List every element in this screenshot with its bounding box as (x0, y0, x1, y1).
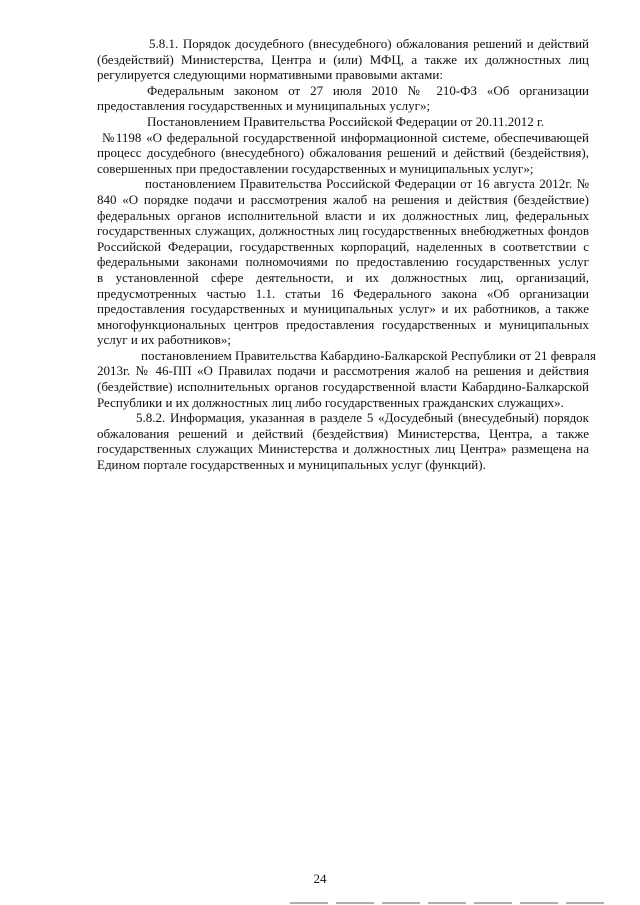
document-line: №1198 «О федеральной государственной информационной системе, обеспечивающей (102, 129, 589, 145)
document-line: 2013г. № 46-ПП «О Правилах подачи и рассмотрения жалоб на решения и действия (97, 363, 589, 379)
document-line: в установленной сфере деятельности, и их должностных лиц, организаций, (97, 269, 589, 285)
document-line: постановлением Правительства Кабардино-Балкарской Республики от 21 февраля (141, 347, 596, 363)
document-line: (бездействие) исполнительных органов государственной власти Кабардино-Балкарской (97, 379, 589, 395)
document-line: обжалования решений и действий (бездействия) Министерства, Центра, а также (97, 425, 589, 441)
document-line: постановлением Правительства Российской Федерации от 16 августа 2012г. № (145, 176, 589, 192)
document-line: предусмотренных частью 1.1. статьи 16 Федерального закона «Об организации (97, 285, 589, 301)
document-line: (бездействий) Министерства, Центра и (или) МФЦ, а также их должностных лиц (97, 51, 589, 67)
document-line: государственных служащих Министерства и должностных лиц Центра» размещена на (97, 441, 589, 457)
document-line: Российской Федерации, государственных корпораций, наделенных в соответствии с (97, 238, 589, 254)
document-line: федеральными законами полномочиями по предоставлению государственных услуг (97, 254, 589, 270)
document-line: государственных служащих, должностных лиц государственных внебюджетных фондов (97, 223, 589, 239)
document-body (97, 36, 596, 473)
document-line: Федеральным законом от 27 июля 2010 № 210-ФЗ «Об организации (147, 82, 589, 98)
document-line: Республики и их должностных лиц либо государственных гражданских служащих». (97, 394, 564, 410)
document-line: многофункциональных центров предоставления государственных и муниципальных (97, 316, 589, 332)
document-line: предоставления государственных и муниципальных услуг»; (97, 98, 431, 114)
scan-edge-artifact (290, 902, 610, 904)
document-line: 840 «О порядке подачи и рассмотрения жалоб на решения и действия (бездействие) (97, 191, 589, 207)
page-number: 24 (313, 871, 327, 886)
document-line: регулируется следующими нормативными правовыми актами: (97, 67, 443, 83)
document-line: Постановлением Правительства Российской Федерации от 20.11.2012 г. (147, 113, 545, 129)
document-line: предоставления государственных и муниципальных услуг» и их работников, а также (97, 301, 589, 317)
document-line: 5.8.1. Порядок досудебного (внесудебного) обжалования решений и действий (149, 36, 589, 51)
document-line: услуг и их работников»; (97, 332, 231, 348)
document-line: 5.8.2. Информация, указанная в разделе 5 «Досудебный (внесудебный) порядок (136, 410, 589, 426)
document-line: процесс досудебного (внесудебного) обжалования решений и действий (бездействия), (97, 145, 589, 161)
document-line: совершенных при предоставлении государственных и муниципальных услуг»; (97, 160, 534, 176)
document-line: федеральных органов исполнительной власти и их должностных лиц, федеральных (97, 207, 589, 223)
document-line: Едином портале государственных и муниципальных услуг (функций). (97, 457, 486, 473)
